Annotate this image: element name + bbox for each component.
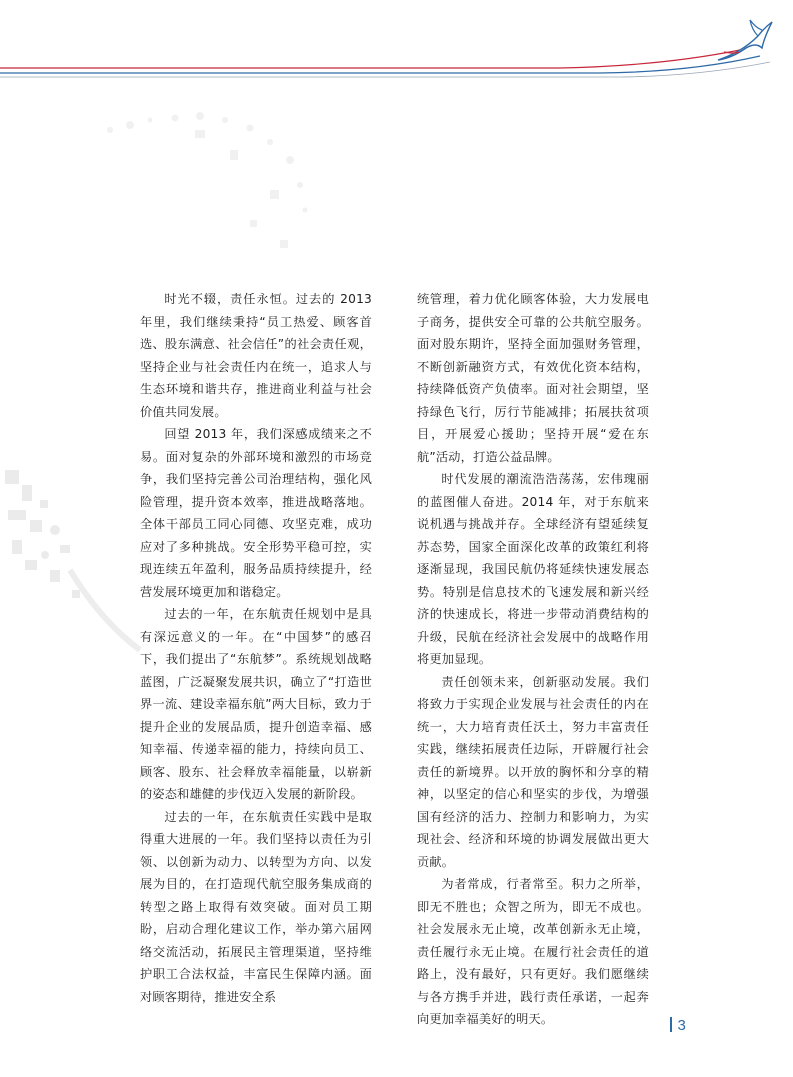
paragraph-4: 过去的一年，在东航责任实践中是取得重大进展的一年。我们坚持以责任为引领、以创新为动力、以转型为方向、以发展为目的，在打造现代航空服务集成商的转型之路上取得有效突破。面对员工期盼，启动合理化建议工作，举办第六届网络交流活动，拓展民主管理渠道，坚持维护职工合法权益，丰富民生保障内涵。面对顾客期待，推进安全系: [140, 809, 372, 1004]
paragraph-5: 时代发展的潮流浩浩荡荡，宏伟瑰丽的蓝图催人奋进。2014 年，对于东航来说机遇与挑战并存。全球经济有望延续复苏态势，国家全面深化改革的政策红利将逐渐显现，我国民航仍将延续快速发展态势。特别是信息技术的飞速发展和新兴经济的快速成长，将进一步带动消费结构的升级，民航在经济社会发展中的战略作用将更加显现。: [417, 472, 649, 666]
page-number-divider: [670, 1017, 672, 1032]
paragraph-2: 回望 2013 年，我们深感成绩来之不易。面对复杂的外部环境和激烈的市场竞争，我们坚持完善公司治理结构，强化风险管理，提升资本效率，推进战略落地。全体干部员工同心同德、攻坚克难，成功应对了多种挑战。安全形势平稳可控，实现连续五年盈利，服务品质持续提升，经营发展环境更加和谐稳定。: [140, 427, 372, 599]
paragraph-7: 为者常成，行者常至。积力之所举，即无不胜也；众智之所为，即无不成也。社会发展永无止境，改革创新永无止境，责任履行永无止境。在履行社会责任的道路上，没有最好，只有更好。我们愿继续与各方携手并进，践行责任承诺，一起奔向更加幸福美好的明天。: [417, 877, 649, 1026]
paragraph-1: 时光不辍，责任永恒。过去的 2013 年里，我们继续秉持“员工热爱、顾客首选、股东满意、社会信任”的社会责任观，坚持企业与社会责任内在统一，追求人与生态环境和谐共存，推进商业利益与社会价值共同发展。: [140, 292, 372, 419]
paragraph-3: 过去的一年，在东航责任规划中是具有深远意义的一年。在“中国梦”的感召下，我们提出了“东航梦”。系统规划战略蓝图，广泛凝聚发展共识，确立了“打造世界一流、建设幸福东航”两大目标，致力于提升企业的发展品质，提升创造幸福、感知幸福、传递幸福的能力，持续向员工、顾客、股东、社会释放幸福能量，以崭新的姿态和雄健的步伐迈入发展的新阶段。: [140, 607, 372, 801]
page-number: [670, 1017, 687, 1034]
swallow-logo-icon: [700, 8, 780, 68]
page-number-value: 3: [677, 1017, 687, 1034]
right-column: [417, 288, 649, 1031]
paragraph-4-continued: 统管理，着力优化顾客体验，大力发展电子商务，提供安全可靠的公共航空服务。面对股东期许，坚持全面加强财务管理，不断创新融资方式，有效优化资本结构，持续降低资产负债率。面对社会期望，坚持绿色飞行，厉行节能减排；拓展扶贫项目，开展爱心援助；坚持开展“爱在东航”活动，打造公益品牌。: [417, 292, 649, 464]
left-column: [140, 288, 372, 1008]
header-rule: [0, 0, 793, 90]
paragraph-6: 责任创领未来，创新驱动发展。我们将致力于实现企业发展与社会责任的内在统一，大力培育责任沃土，努力丰富责任实践，继续拓展责任边际，开辟履行社会责任的新境界。以开放的胸怀和分享的精神，以坚定的信心和坚实的步伐，为增强国有经济的活力、控制力和影响力，为实现社会、经济和环境的协调发展做出更大贡献。: [417, 674, 649, 869]
